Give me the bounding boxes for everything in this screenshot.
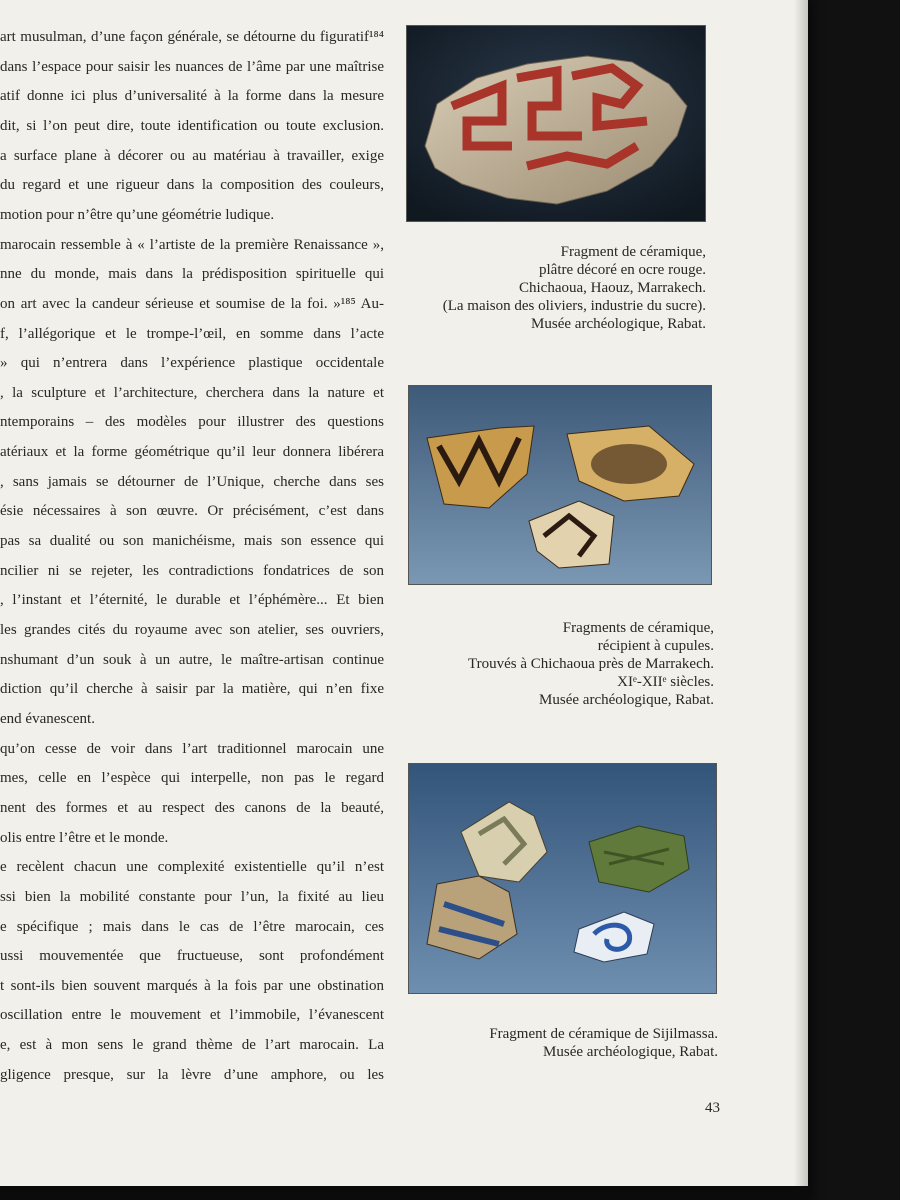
- body-text-line: motion pour n’être qu’une géométrie ludique.: [0, 206, 275, 223]
- body-text-line: on art avec la candeur sérieuse et soumise de la foi. »¹⁸⁵ Au-: [0, 295, 384, 312]
- body-text-line: ncilier ni se rejeter, les contradictions fondatrices de son: [0, 562, 384, 579]
- body-text-line: les grandes cités du royaume avec son atelier, ses ouvriers,: [0, 622, 384, 638]
- body-text-line: pas sa dualité ou son manichéisme, mais son essence qui: [0, 533, 384, 550]
- body-text-line: mes, celle en l’espèce qui interpelle, non pas le regard: [0, 770, 384, 787]
- body-text-line: ntemporains – des modèles pour illustrer des questions: [0, 414, 384, 431]
- caption-line: Musée archéologique, Rabat.: [531, 316, 706, 332]
- caption-line: Fragments de céramique,: [562, 620, 714, 636]
- body-text-line: ussi mouvementée que fructueuse, sont profondément: [0, 948, 384, 965]
- body-text-line: e spécifique ; mais dans le cas de l’être marocain, ces: [0, 918, 384, 935]
- body-text-line: olis entre l’être et le monde.: [0, 829, 169, 846]
- caption-line: récipient à cupules.: [597, 638, 714, 654]
- body-text-line: du regard et une rigueur dans la composition des couleurs,: [0, 177, 384, 194]
- caption-line: Musée archéologique, Rabat.: [539, 692, 714, 708]
- figure-3-caption: [406, 1025, 718, 1061]
- body-text-line: atif donne ici plus d’universalité à la forme dans la mesure: [0, 88, 384, 105]
- figure-1-caption: [404, 243, 706, 333]
- body-text-column: [0, 22, 384, 1082]
- photo-red-plaster-fragment: [406, 25, 706, 222]
- body-text-line: marocain ressemble à « l’artiste de la première Renaissance »,: [0, 236, 384, 253]
- caption-line: Trouvés à Chichaoua près de Marrakech.: [467, 656, 714, 672]
- body-text-line: e, est à mon sens le grand thème de l’art marocain. La: [0, 1037, 384, 1054]
- body-text-line: dans l’espace pour saisir les nuances de l’âme par une maîtrise: [0, 58, 384, 75]
- caption-line: Fragment de céramique,: [560, 244, 706, 260]
- caption-line: Chichaoua, Haouz, Marrakech.: [518, 280, 706, 296]
- body-text-line: , la sculpture et l’architecture, cherchera dans la nature et: [0, 384, 384, 401]
- figure-2-caption: [406, 619, 714, 709]
- body-text-line: nne du monde, mais dans la prédisposition spirituelle qui: [0, 266, 384, 283]
- page-number: 43: [705, 1100, 720, 1116]
- body-text-line: nshumant d’un souk à un autre, le maître-artisan continue: [0, 651, 384, 668]
- body-text-line: dit, si l’on peut dire, toute identification ou toute exclusion.: [0, 117, 384, 134]
- body-text-line: » qui n’entrera dans l’expérience plastique occidentale: [0, 355, 384, 372]
- caption-line: Musée archéologique, Rabat.: [543, 1044, 718, 1060]
- body-text-line: qu’on cesse de voir dans l’art traditionnel marocain une: [0, 740, 384, 757]
- caption-line: (La maison des oliviers, industrie du sucre).: [442, 298, 706, 314]
- body-text-line: , sans jamais se détourner de l’Unique, cherche dans ses: [0, 473, 384, 490]
- body-text-line: f, l’allégorique et le trompe-l’œil, en somme dans l’acte: [0, 325, 384, 342]
- body-text-line: ssi bien la mobilité constante pour l’un, la fixité au lieu: [0, 888, 384, 905]
- photo-sijilmassa-fragments: [408, 763, 717, 994]
- body-text-line: ésie nécessaires à son œuvre. Or précisément, c’est dans: [0, 503, 384, 520]
- body-text-line: e recèlent chacun une complexité existentielle qu’il n’est: [0, 859, 384, 876]
- page-bottom-shadow: [0, 1186, 808, 1200]
- caption-line: Fragment de céramique de Sijilmassa.: [489, 1026, 718, 1042]
- body-text-line: , l’instant et l’éternité, le durable et l’éphémère... Et bien: [0, 592, 384, 609]
- body-text-line: oscillation entre le mouvement et l’immobile, l’évanescent: [0, 1007, 384, 1024]
- body-text-line: art musulman, d’une façon générale, se détourne du figuratif¹⁸⁴: [0, 29, 384, 45]
- body-text-line: atériaux et la forme géométrique qu’il leur donnera libérera: [0, 444, 384, 461]
- caption-line: plâtre décoré en ocre rouge.: [539, 262, 706, 278]
- body-text-line: gligence presque, sur la lèvre d’une amphore, ou les: [0, 1066, 384, 1082]
- body-text-line: diction qu’il cherche à saisir par la matière, qui n’en fixe: [0, 681, 384, 698]
- photo-cupule-fragments: [408, 385, 712, 585]
- body-text-line: t sont-ils bien souvent marqués à la fois par une obstination: [0, 977, 384, 994]
- body-text-line: end évanescent.: [0, 710, 95, 727]
- body-text-line: nent des formes et au respect des canons de la beauté,: [0, 799, 384, 816]
- body-text-line: a surface plane à décorer ou au matériau à travailler, exige: [0, 147, 384, 164]
- caption-line: XIᵉ-XIIᵉ siècles.: [617, 674, 714, 690]
